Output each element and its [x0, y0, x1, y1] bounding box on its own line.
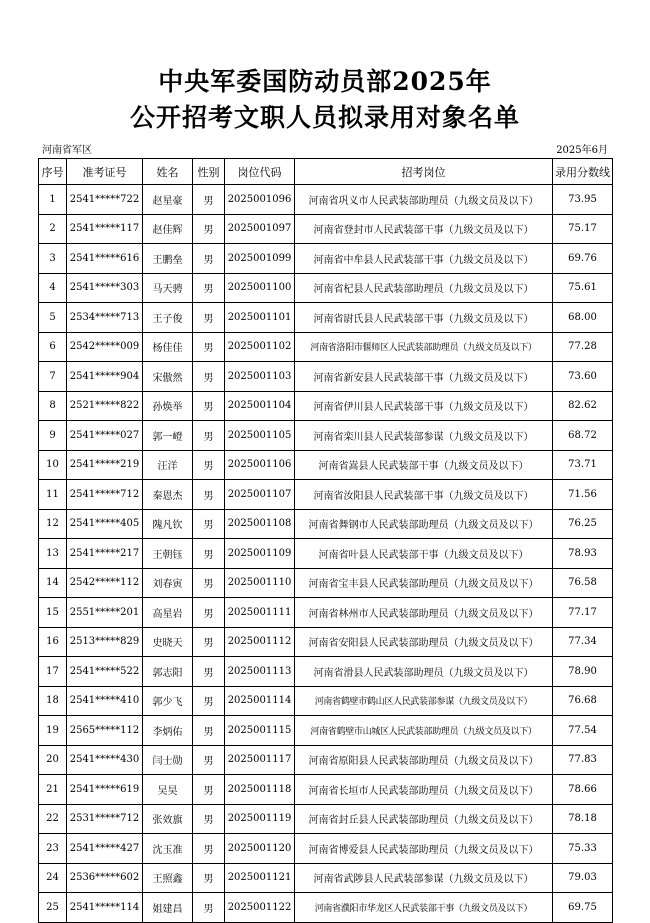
score-cell: 68.00 — [553, 303, 613, 333]
post-code-cell: 2025001100 — [225, 273, 295, 303]
name-cell: 郭一嶝 — [143, 421, 193, 451]
gender-cell: 男 — [193, 568, 225, 598]
post-code-cell: 2025001105 — [225, 421, 295, 451]
exam-id-cell: 2534*****713 — [67, 303, 143, 333]
exam-id-cell: 2541*****522 — [67, 657, 143, 687]
table-row — [39, 421, 613, 451]
table-row — [39, 450, 613, 480]
post-cell: 河南省尉氏县人民武装部干事（九级文员及以下） — [295, 303, 553, 333]
table-row — [39, 598, 613, 628]
post-code-cell: 2025001102 — [225, 332, 295, 362]
table-row — [39, 716, 613, 746]
table-row — [39, 214, 613, 244]
post-code-cell: 2025001122 — [225, 893, 295, 923]
post-cell: 河南省鹤壁市山城区人民武装部助理员（九级文员及以下） — [295, 716, 553, 746]
post-cell: 河南省林州市人民武装部助理员（九级文员及以下） — [295, 598, 553, 628]
table-row — [39, 745, 613, 775]
post-cell: 河南省长垣市人民武装部助理员（九级文员及以下） — [295, 775, 553, 805]
post-code-cell: 2025001117 — [225, 745, 295, 775]
post-cell: 河南省宝丰县人民武装部助理员（九级文员及以下） — [295, 568, 553, 598]
gender-cell: 男 — [193, 244, 225, 274]
post-cell: 河南省洛阳市偃师区人民武装部助理员（九级文员及以下） — [295, 332, 553, 362]
row-number: 14 — [39, 568, 67, 598]
post-cell: 河南省巩义市人民武装部助理员（九级文员及以下） — [295, 185, 553, 215]
name-cell: 张效旗 — [143, 804, 193, 834]
table-row — [39, 627, 613, 657]
table-row — [39, 185, 613, 215]
gender-cell: 男 — [193, 509, 225, 539]
post-code-cell: 2025001111 — [225, 598, 295, 628]
exam-id-cell: 2542*****009 — [67, 332, 143, 362]
post-code-cell: 2025001096 — [225, 185, 295, 215]
gender-cell: 男 — [193, 362, 225, 392]
document-title-line1: 中央军委国防动员部2025年 — [158, 67, 492, 96]
post-cell: 河南省杞县人民武装部助理员（九级文员及以下） — [295, 273, 553, 303]
table-row — [39, 686, 613, 716]
post-cell: 河南省武陟县人民武装部参谋（九级文员及以下） — [295, 863, 553, 893]
table-body — [39, 185, 613, 923]
name-cell: 闫士勋 — [143, 745, 193, 775]
table-row — [39, 391, 613, 421]
exam-id-cell: 2541*****430 — [67, 745, 143, 775]
row-number: 3 — [39, 244, 67, 274]
exam-id-cell: 2541*****117 — [67, 214, 143, 244]
exam-id-cell: 2541*****722 — [67, 185, 143, 215]
row-number: 6 — [39, 332, 67, 362]
table-row — [39, 362, 613, 392]
post-code-cell: 2025001108 — [225, 509, 295, 539]
exam-id-cell: 2541*****712 — [67, 480, 143, 510]
table-row — [39, 332, 613, 362]
row-number: 4 — [39, 273, 67, 303]
gender-cell: 男 — [193, 893, 225, 923]
name-cell: 孙焕举 — [143, 391, 193, 421]
exam-id-cell: 2565*****112 — [67, 716, 143, 746]
exam-id-cell: 2541*****027 — [67, 421, 143, 451]
score-cell: 73.60 — [553, 362, 613, 392]
score-cell: 78.66 — [553, 775, 613, 805]
post-cell: 河南省安阳县人民武装部助理员（九级文员及以下） — [295, 627, 553, 657]
exam-id-cell: 2541*****219 — [67, 450, 143, 480]
score-cell: 77.34 — [553, 627, 613, 657]
table-row — [39, 863, 613, 893]
score-cell: 75.17 — [553, 214, 613, 244]
exam-id-cell: 2541*****427 — [67, 834, 143, 864]
post-cell: 河南省登封市人民武装部干事（九级文员及以下） — [295, 214, 553, 244]
name-cell: 王照鑫 — [143, 863, 193, 893]
row-number: 11 — [39, 480, 67, 510]
name-cell: 史晓天 — [143, 627, 193, 657]
score-cell: 82.62 — [553, 391, 613, 421]
gender-cell: 男 — [193, 834, 225, 864]
exam-id-cell: 2541*****410 — [67, 686, 143, 716]
post-cell: 河南省原阳县人民武装部助理员（九级文员及以下） — [295, 745, 553, 775]
row-number: 25 — [39, 893, 67, 923]
post-cell: 河南省博爱县人民武装部助理员（九级文员及以下） — [295, 834, 553, 864]
post-code-cell: 2025001118 — [225, 775, 295, 805]
post-code-cell: 2025001120 — [225, 834, 295, 864]
post-cell: 河南省嵩县人民武装部干事（九级文员及以下） — [295, 450, 553, 480]
row-number: 7 — [39, 362, 67, 392]
post-code-cell: 2025001106 — [225, 450, 295, 480]
post-cell: 河南省中牟县人民武装部干事（九级文员及以下） — [295, 244, 553, 274]
row-number: 17 — [39, 657, 67, 687]
score-cell: 78.90 — [553, 657, 613, 687]
row-number: 24 — [39, 863, 67, 893]
row-number: 20 — [39, 745, 67, 775]
column-header-score: 录用分数线 — [553, 159, 613, 185]
table-row — [39, 804, 613, 834]
score-cell: 69.75 — [553, 893, 613, 923]
name-cell: 刘春寅 — [143, 568, 193, 598]
row-number: 9 — [39, 421, 67, 451]
column-header-name: 姓名 — [143, 159, 193, 185]
gender-cell: 男 — [193, 214, 225, 244]
post-cell: 河南省叶县人民武装部干事（九级文员及以下） — [295, 539, 553, 569]
exam-id-cell: 2541*****114 — [67, 893, 143, 923]
post-cell: 河南省舞钢市人民武装部助理员（九级文员及以下） — [295, 509, 553, 539]
score-cell: 73.95 — [553, 185, 613, 215]
score-cell: 77.28 — [553, 332, 613, 362]
gender-cell: 男 — [193, 716, 225, 746]
table-row — [39, 657, 613, 687]
post-cell: 河南省封丘县人民武装部助理员（九级文员及以下） — [295, 804, 553, 834]
row-number: 1 — [39, 185, 67, 215]
gender-cell: 男 — [193, 627, 225, 657]
name-cell: 赵佳辉 — [143, 214, 193, 244]
exam-id-cell: 2541*****217 — [67, 539, 143, 569]
name-cell: 郭少飞 — [143, 686, 193, 716]
post-code-cell: 2025001099 — [225, 244, 295, 274]
post-cell: 河南省新安县人民武装部干事（九级文员及以下） — [295, 362, 553, 392]
score-cell: 79.03 — [553, 863, 613, 893]
table-row — [39, 480, 613, 510]
column-header-no: 序号 — [39, 159, 67, 185]
score-cell: 69.76 — [553, 244, 613, 274]
exam-id-cell: 2551*****201 — [67, 598, 143, 628]
score-cell: 76.58 — [553, 568, 613, 598]
score-cell: 78.93 — [553, 539, 613, 569]
post-code-cell: 2025001119 — [225, 804, 295, 834]
name-cell: 高星岩 — [143, 598, 193, 628]
gender-cell: 男 — [193, 598, 225, 628]
score-cell: 68.72 — [553, 421, 613, 451]
table-row — [39, 539, 613, 569]
region-label: 河南省军区 — [42, 145, 92, 156]
table-row — [39, 303, 613, 333]
exam-id-cell: 2541*****303 — [67, 273, 143, 303]
row-number: 15 — [39, 598, 67, 628]
score-cell: 75.61 — [553, 273, 613, 303]
post-code-cell: 2025001101 — [225, 303, 295, 333]
gender-cell: 男 — [193, 421, 225, 451]
gender-cell: 男 — [193, 480, 225, 510]
score-cell: 76.68 — [553, 686, 613, 716]
post-code-cell: 2025001097 — [225, 214, 295, 244]
exam-id-cell: 2542*****112 — [67, 568, 143, 598]
row-number: 16 — [39, 627, 67, 657]
post-code-cell: 2025001107 — [225, 480, 295, 510]
table-row — [39, 834, 613, 864]
score-cell: 77.17 — [553, 598, 613, 628]
table-header-row — [39, 159, 613, 185]
post-cell: 河南省汝阳县人民武装部干事（九级文员及以下） — [295, 480, 553, 510]
gender-cell: 男 — [193, 450, 225, 480]
post-code-cell: 2025001104 — [225, 391, 295, 421]
gender-cell: 男 — [193, 391, 225, 421]
row-number: 13 — [39, 539, 67, 569]
score-cell: 77.54 — [553, 716, 613, 746]
row-number: 5 — [39, 303, 67, 333]
post-cell: 河南省鹤壁市鹤山区人民武装部参谋（九级文员及以下） — [295, 686, 553, 716]
exam-id-cell: 2531*****712 — [67, 804, 143, 834]
row-number: 10 — [39, 450, 67, 480]
document-title-line2: 公开招考文职人员拟录用对象名单 — [129, 103, 520, 132]
gender-cell: 男 — [193, 539, 225, 569]
score-cell: 73.71 — [553, 450, 613, 480]
table-row — [39, 568, 613, 598]
name-cell: 汪洋 — [143, 450, 193, 480]
gender-cell: 男 — [193, 686, 225, 716]
post-code-cell: 2025001113 — [225, 657, 295, 687]
column-header-code: 岗位代码 — [225, 159, 295, 185]
exam-id-cell: 2513*****829 — [67, 627, 143, 657]
row-number: 18 — [39, 686, 67, 716]
name-cell: 宋傲然 — [143, 362, 193, 392]
candidates-table — [38, 158, 613, 923]
post-cell: 河南省栾川县人民武装部参谋（九级文员及以下） — [295, 421, 553, 451]
post-cell: 河南省伊川县人民武装部干事（九级文员及以下） — [295, 391, 553, 421]
name-cell: 吴昊 — [143, 775, 193, 805]
name-cell: 杨佳佳 — [143, 332, 193, 362]
name-cell: 王子俊 — [143, 303, 193, 333]
name-cell: 沈玉准 — [143, 834, 193, 864]
post-code-cell: 2025001121 — [225, 863, 295, 893]
row-number: 2 — [39, 214, 67, 244]
table-row — [39, 893, 613, 923]
gender-cell: 男 — [193, 273, 225, 303]
score-cell: 78.18 — [553, 804, 613, 834]
post-code-cell: 2025001110 — [225, 568, 295, 598]
exam-id-cell: 2541*****619 — [67, 775, 143, 805]
gender-cell: 男 — [193, 745, 225, 775]
exam-id-cell: 2541*****616 — [67, 244, 143, 274]
date-label: 2025年6月 — [556, 145, 608, 156]
name-cell: 隗凡钦 — [143, 509, 193, 539]
name-cell: 王鹏垒 — [143, 244, 193, 274]
score-cell: 71.56 — [553, 480, 613, 510]
gender-cell: 男 — [193, 657, 225, 687]
column-header-exam-id: 准考证号 — [67, 159, 143, 185]
table-row — [39, 244, 613, 274]
row-number: 21 — [39, 775, 67, 805]
score-cell: 77.83 — [553, 745, 613, 775]
exam-id-cell: 2536*****602 — [67, 863, 143, 893]
table-row — [39, 509, 613, 539]
post-code-cell: 2025001109 — [225, 539, 295, 569]
row-number: 12 — [39, 509, 67, 539]
exam-id-cell: 2541*****405 — [67, 509, 143, 539]
gender-cell: 男 — [193, 775, 225, 805]
row-number: 8 — [39, 391, 67, 421]
row-number: 22 — [39, 804, 67, 834]
name-cell: 郭志阳 — [143, 657, 193, 687]
table-row — [39, 273, 613, 303]
table-row — [39, 775, 613, 805]
gender-cell: 男 — [193, 332, 225, 362]
name-cell: 姐建昌 — [143, 893, 193, 923]
gender-cell: 男 — [193, 863, 225, 893]
score-cell: 76.25 — [553, 509, 613, 539]
post-code-cell: 2025001114 — [225, 686, 295, 716]
column-header-gender: 性别 — [193, 159, 225, 185]
column-header-post: 招考岗位 — [295, 159, 553, 185]
exam-id-cell: 2541*****904 — [67, 362, 143, 392]
post-code-cell: 2025001115 — [225, 716, 295, 746]
gender-cell: 男 — [193, 804, 225, 834]
name-cell: 秦恩杰 — [143, 480, 193, 510]
post-code-cell: 2025001112 — [225, 627, 295, 657]
row-number: 23 — [39, 834, 67, 864]
exam-id-cell: 2521*****822 — [67, 391, 143, 421]
row-number: 19 — [39, 716, 67, 746]
post-cell: 河南省濮阳市华龙区人民武装部干事（九级文员及以下） — [295, 893, 553, 923]
name-cell: 王朝钰 — [143, 539, 193, 569]
post-cell: 河南省滑县人民武装部助理员（九级文员及以下） — [295, 657, 553, 687]
score-cell: 75.33 — [553, 834, 613, 864]
name-cell: 李炳佑 — [143, 716, 193, 746]
post-code-cell: 2025001103 — [225, 362, 295, 392]
gender-cell: 男 — [193, 185, 225, 215]
name-cell: 赵星豪 — [143, 185, 193, 215]
gender-cell: 男 — [193, 303, 225, 333]
name-cell: 马天骋 — [143, 273, 193, 303]
